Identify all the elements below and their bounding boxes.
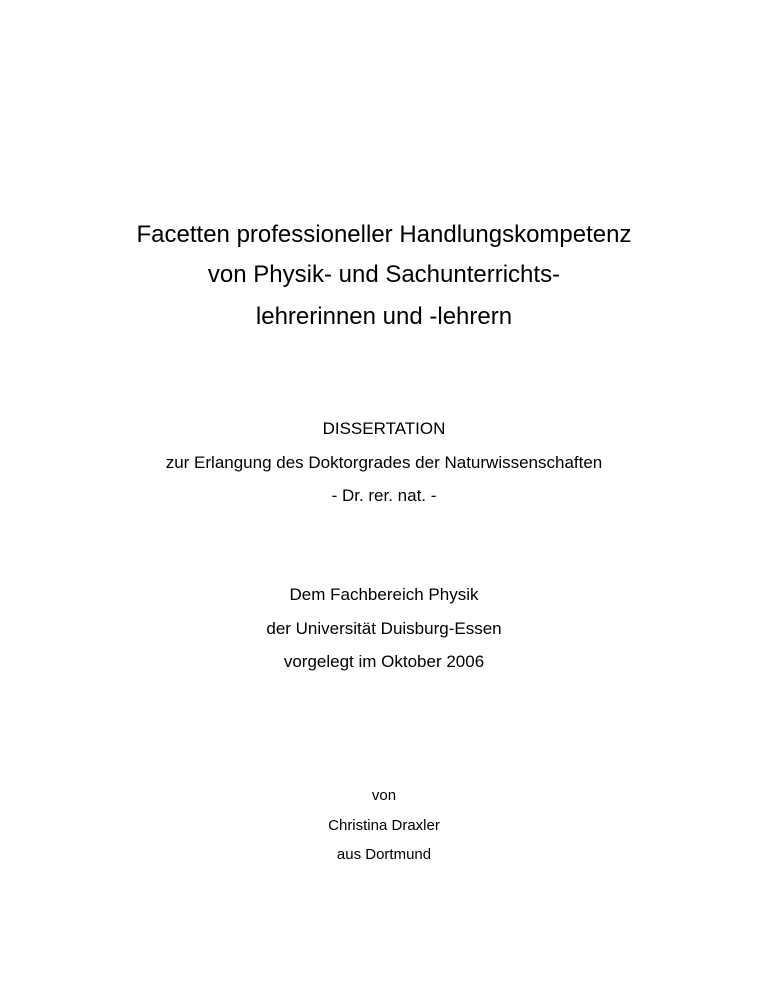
author-by: von bbox=[371, 787, 397, 804]
submission-university: der Universität Duisburg-Essen bbox=[266, 619, 502, 638]
submission-department: Dem Fachbereich Physik bbox=[289, 585, 479, 604]
author-name: Christina Draxler bbox=[328, 817, 440, 834]
thesis-title-line-3: lehrerinnen und -lehrern bbox=[255, 303, 513, 330]
thesis-title-line-2: von Physik- und Sachunterrichts- bbox=[207, 261, 561, 288]
degree-abbreviation: - Dr. rer. nat. - bbox=[331, 486, 437, 505]
document-type-label: DISSERTATION bbox=[322, 419, 446, 438]
submission-date: vorgelegt im Oktober 2006 bbox=[283, 652, 485, 671]
degree-purpose: zur Erlangung des Doktorgrades der Naturwissenschaften bbox=[165, 453, 603, 472]
thesis-title-line-1: Facetten professioneller Handlungskompetenz bbox=[136, 221, 632, 248]
author-origin: aus Dortmund bbox=[336, 846, 432, 863]
